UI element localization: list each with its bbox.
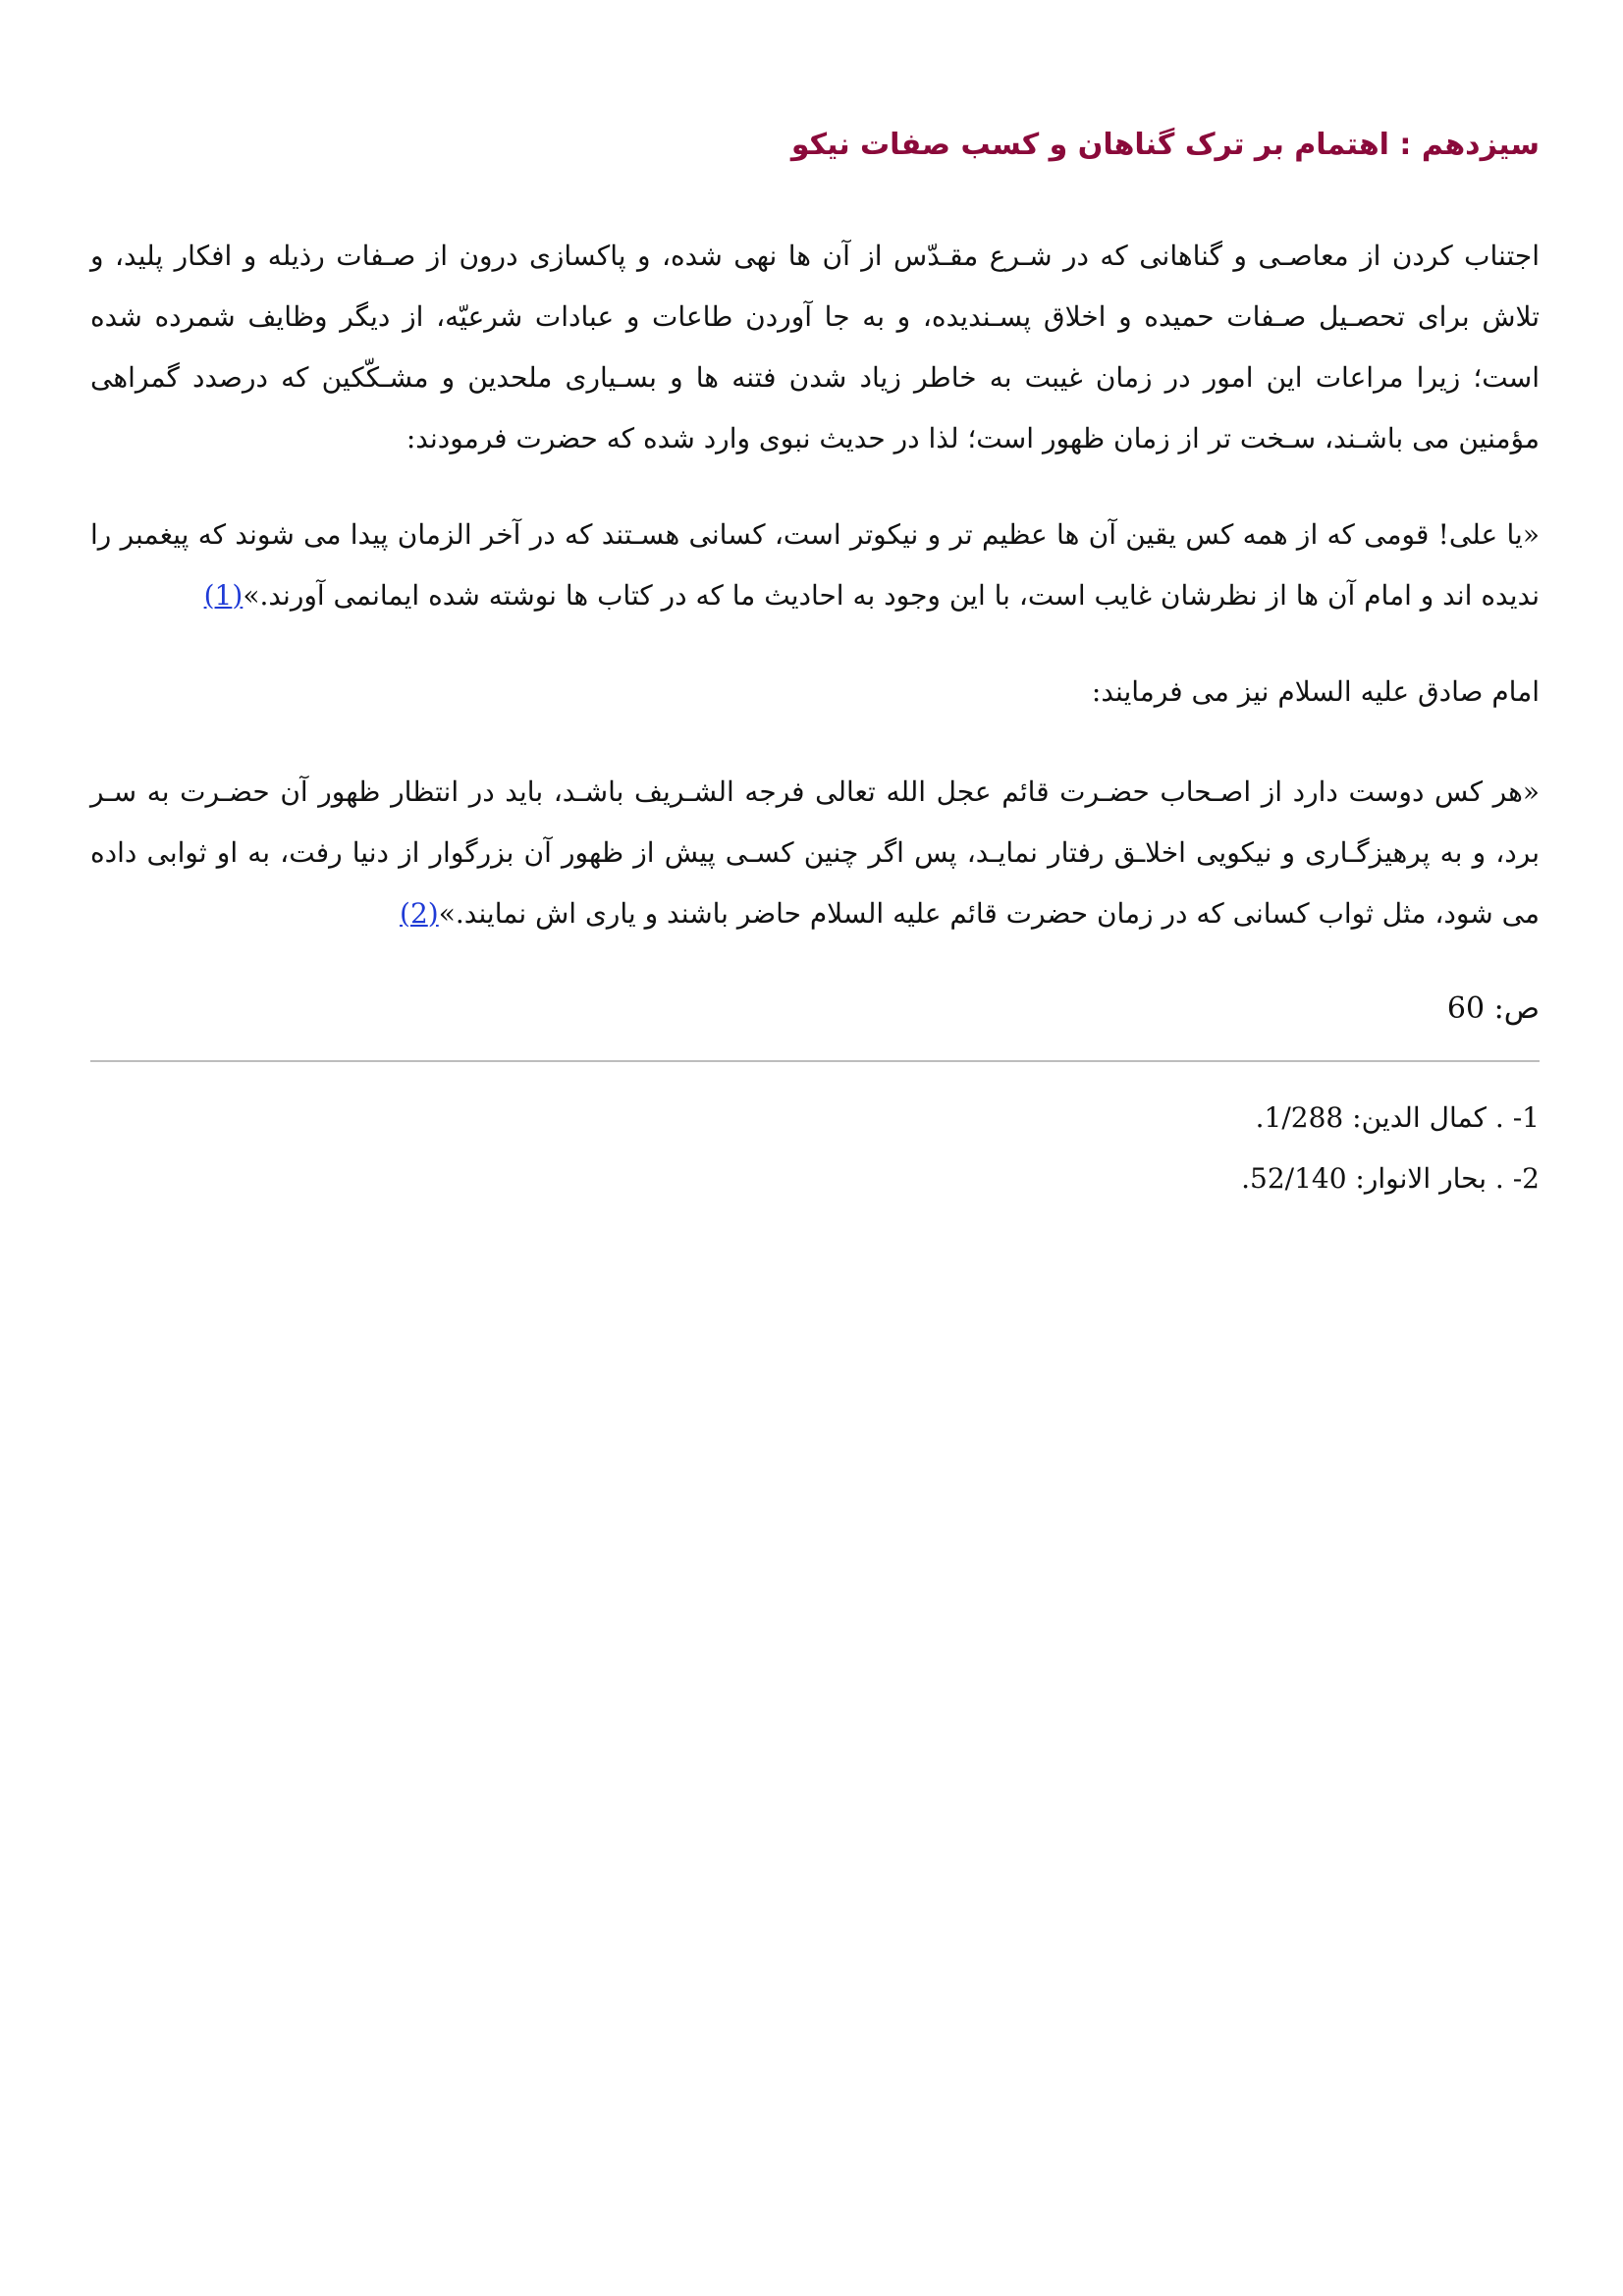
footnote-item — [90, 1148, 1540, 1209]
page-number: ص: 60 — [1446, 991, 1540, 1026]
section-heading: سیزدهم : اهتمام بر ترک گناهان و کسب صفات نیکو — [790, 128, 1540, 162]
paragraph-text: اجتناب کردن از معاصـی و گناهانی که در شـرع مقـدّس از آن ها نهی شده، و پاکسازی درون از صـفات رذیله و افکار پلید، و تلاش برای تحصـیل صـفات حمیده و اخلاق پسـندیده، و به جا آوردن طاعات و عبادات شرعیّه، از دیگر وظایف شمرده شده است؛ زیرا مراعات این امور در زمان غیبت به خاطر زیاد شدن فتنه ها و بسـیاری ملحدین و مشـکّکین که درصدد گمراهی مؤمنین می باشـند، سـخت تر از زمان ظهور است؛ لذا در حدیث نبوی وارد شده که حضرت فرمودند: — [90, 240, 1540, 454]
footnote-marker: 1- — [1512, 1101, 1540, 1134]
footnote-link-2[interactable]: (2) — [400, 897, 439, 930]
paragraph-hadith-prophet — [90, 505, 1540, 626]
footnote-text: . بحار الانوار: 52/140. — [1241, 1162, 1504, 1195]
footnote-marker: 2- — [1512, 1162, 1540, 1195]
page-content — [90, 116, 1540, 1209]
footnote-text: . کمال الدین: 1/288. — [1255, 1101, 1504, 1134]
paragraph-text: «هر کس دوست دارد از اصـحاب حضـرت قائم عجل الله تعالی فرجه الشـریف باشـد، باید در انتظار ظهور آن حضـرت به سـر برد، و به پرهیزگـاری و نیکویی اخلاـق رفتار نمایـد، پس اگر چنین کسـی پیش از ظهور آن بزرگوار از دنیا رفت، به او ثوابی داده می شود، مثل ثواب کسانی که در زمان حضرت قائم علیه السلام حاضر باشند و یاری اش نمایند.» — [90, 775, 1540, 930]
footnote-divider — [90, 1060, 1540, 1062]
paragraph-text: امام صادق علیه السلام نیز می فرمایند: — [1091, 675, 1540, 708]
paragraph-imam-sadiq-intro — [90, 662, 1540, 722]
paragraph-hadith-sadiq — [90, 762, 1540, 944]
footnote-list — [90, 1088, 1540, 1209]
paragraph-intro — [90, 226, 1540, 469]
footnote-link-1[interactable]: (1) — [203, 579, 243, 612]
footnote-item — [90, 1088, 1540, 1148]
paragraph-text: «یا علی! قومی که از همه کس یقین آن ها عظیم تر و نیکوتر است، کسانی هسـتند که در آخر الزمان پیدا می شوند که پیغمبر را ندیده اند و امام آن ها از نظرشان غایب است، با این وجود به احادیث ما که در کتاب ها نوشته شده ایمانمی آورند.» — [90, 518, 1540, 612]
